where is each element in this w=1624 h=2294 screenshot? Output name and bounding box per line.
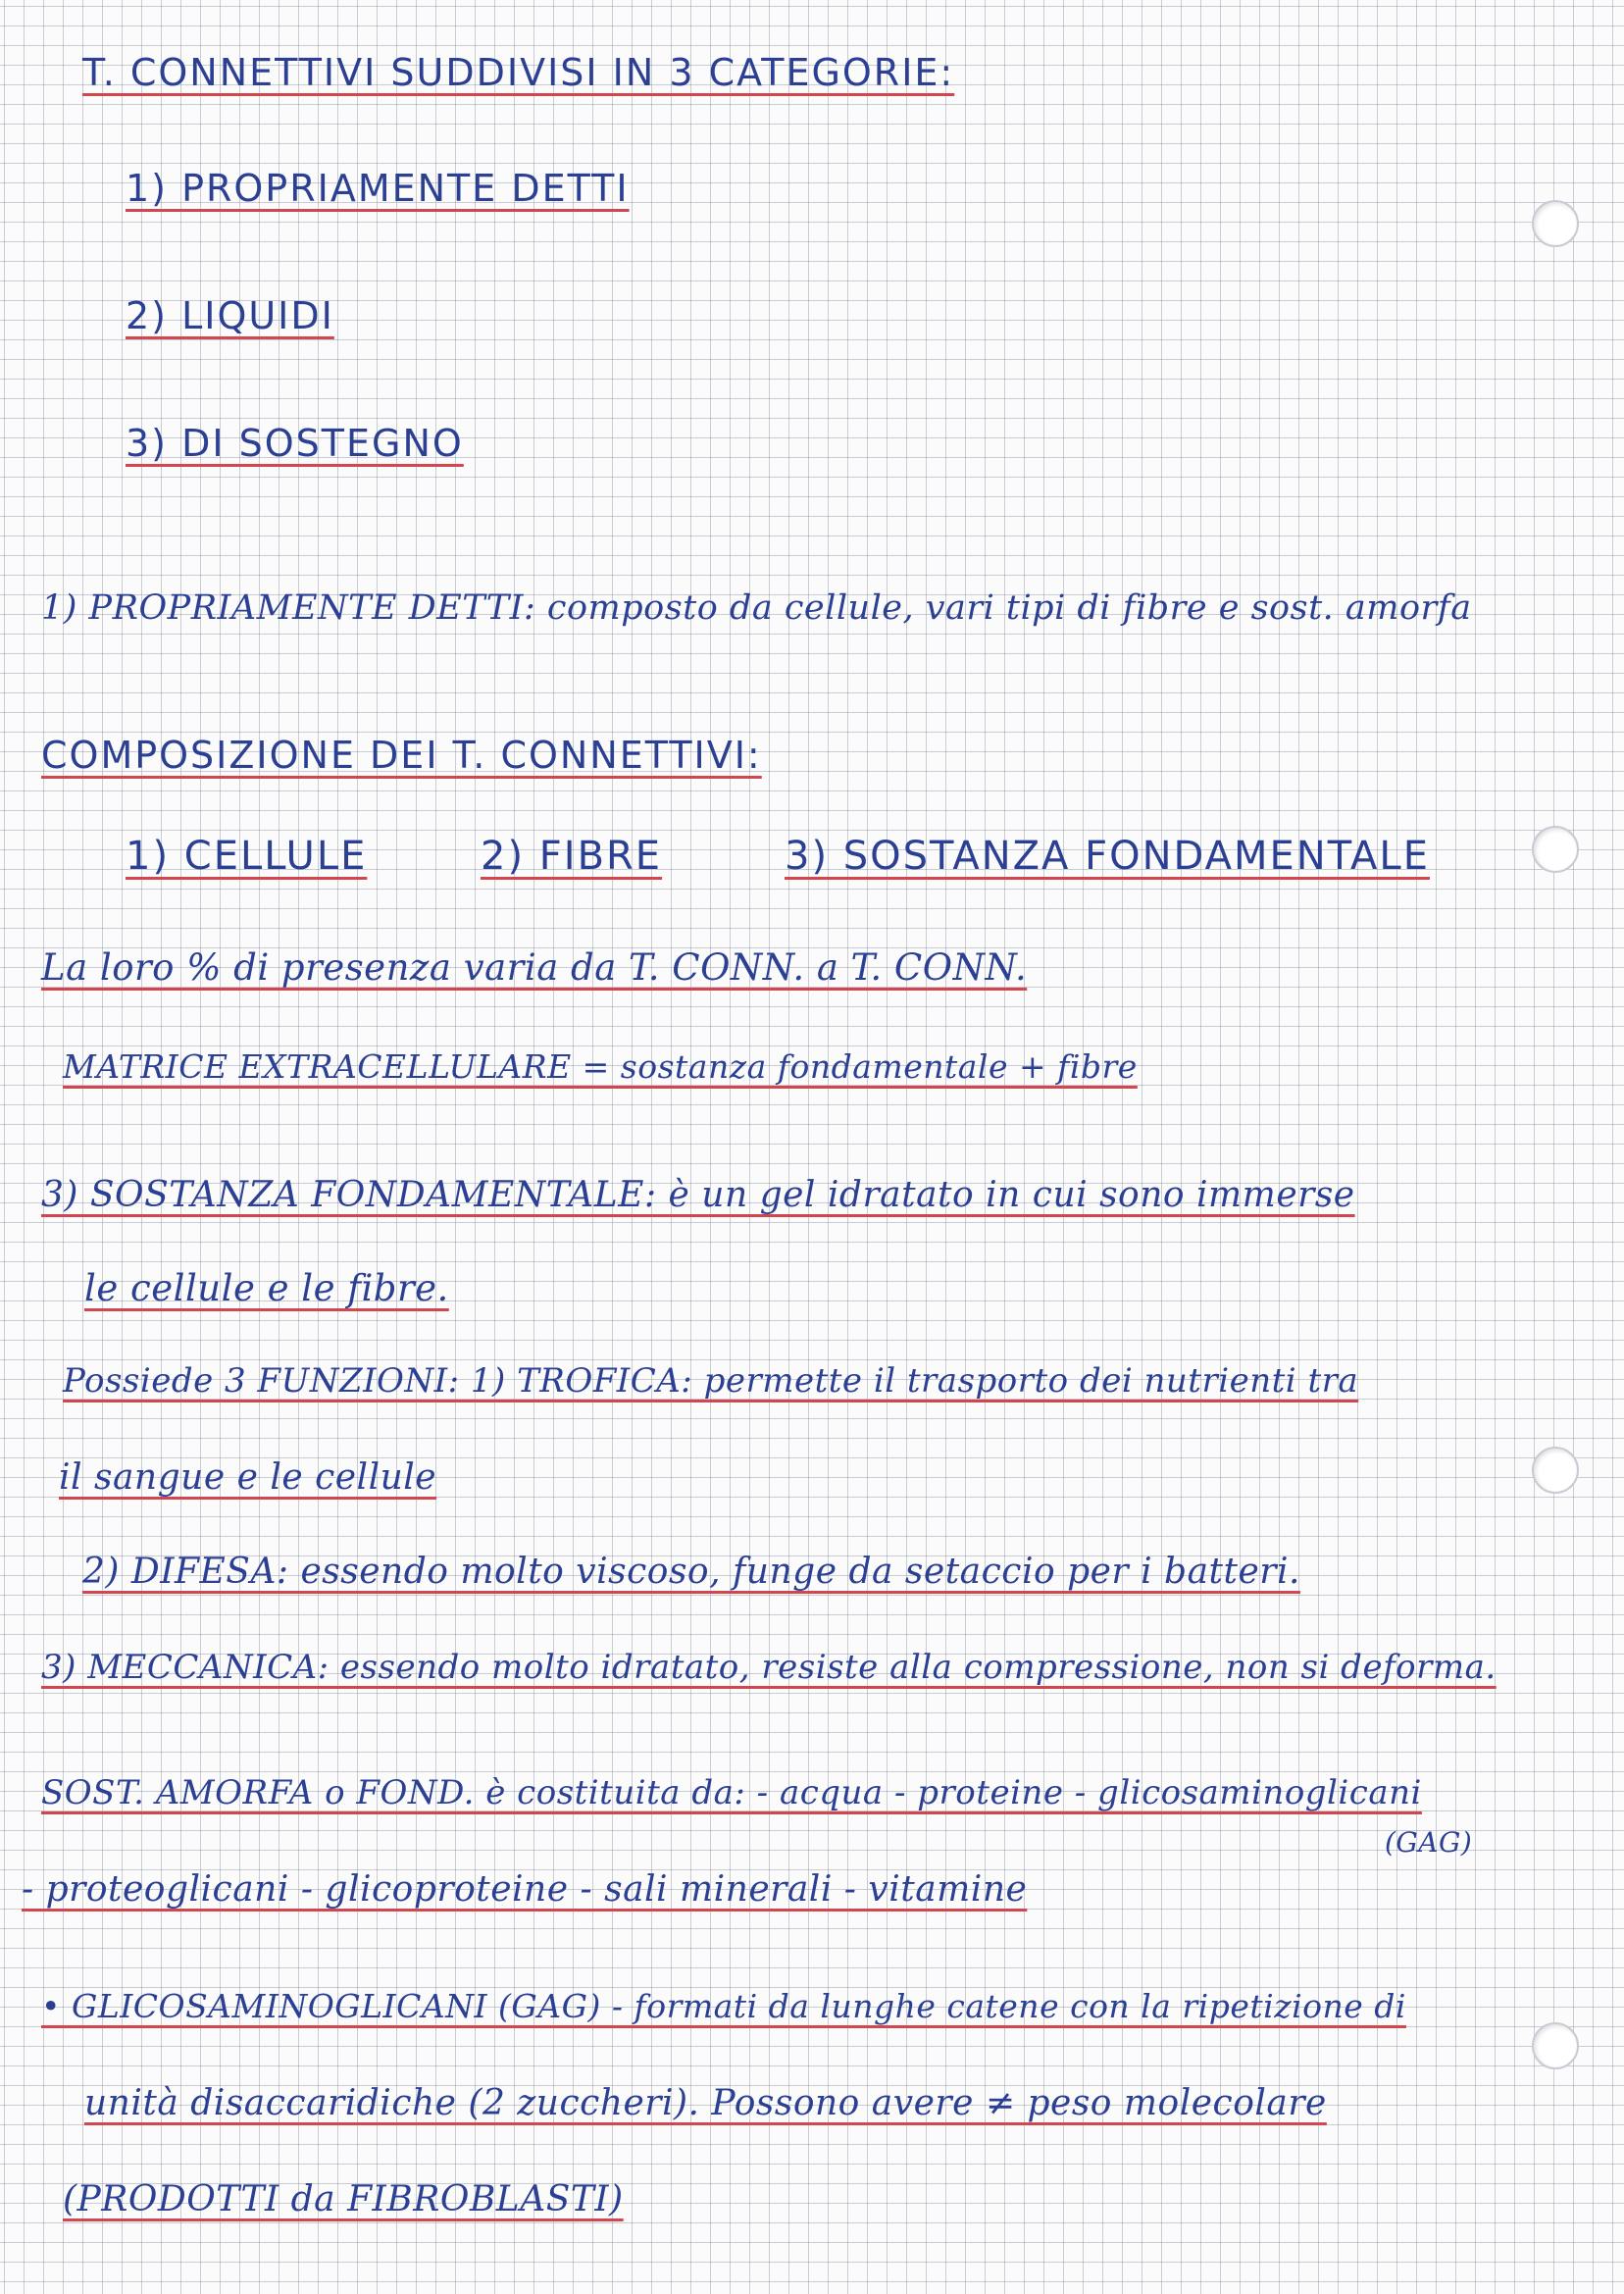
binder-hole xyxy=(1532,2022,1579,2069)
category-3: 3) DI SOSTEGNO xyxy=(126,422,464,465)
category-1: 1) PROPRIAMENTE DETTI xyxy=(126,167,630,210)
sost-amorfa-line: SOST. AMORFA o FOND. è costituita da: - acqua - proteine - glicosaminoglicani xyxy=(41,1773,1422,1812)
propriamente-detti-line: 1) PROPRIAMENTE DETTI: composto da cellule, vari tipi di fibre e sost. amorfa xyxy=(41,588,1472,628)
binder-hole xyxy=(1532,1447,1579,1494)
category-2: 2) LIQUIDI xyxy=(126,294,334,337)
composition-heading: COMPOSIZIONE DEI T. CONNETTIVI: xyxy=(41,734,762,777)
difesa-line: 2) DIFESA: essendo molto viscoso, funge da setaccio per i batteri. xyxy=(82,1552,1300,1592)
gag-note: (GAG) xyxy=(1385,1826,1473,1859)
funzioni-line-2: il sangue e le cellule xyxy=(59,1457,437,1498)
matrice-line: MATRICE EXTRACELLULARE = sostanza fondamentale + fibre xyxy=(63,1047,1138,1086)
funzioni-line-1: Possiede 3 FUNZIONI: 1) TROFICA: permette il trasporto dei nutrienti tra xyxy=(63,1361,1359,1401)
sostanza-line-1: 3) SOSTANZA FONDAMENTALE: è un gel idratato in cui sono immerse xyxy=(41,1175,1355,1215)
meccanica-line: 3) MECCANICA: essendo molto idratato, resiste alla compressione, non si deforma. xyxy=(41,1648,1497,1687)
gag-line-2: unità disaccaridiche (2 zuccheri). Possono avere ≠ peso molecolare xyxy=(84,2083,1327,2123)
binder-hole xyxy=(1532,200,1579,247)
components-line: - proteoglicani - glicoproteine - sali minerali - vitamine xyxy=(22,1869,1028,1910)
composition-fibre: 2) FIBRE xyxy=(481,834,663,879)
sostanza-line-2: le cellule e le fibre. xyxy=(84,1267,449,1309)
composition-sostanza: 3) SOSTANZA FONDAMENTALE xyxy=(785,834,1430,879)
presence-line: La loro % di presenza varia da T. CONN. a T. CONN. xyxy=(41,946,1028,989)
heading-categories: T. CONNETTIVI SUDDIVISI IN 3 CATEGORIE: xyxy=(82,51,955,94)
gag-line-3: (PRODOTTI da FIBROBLASTI) xyxy=(63,2179,624,2219)
composition-cellule: 1) CELLULE xyxy=(126,834,368,879)
gag-line-1: • GLICOSAMINOGLICANI (GAG) - formati da lunghe catene con la ripetizione di xyxy=(41,1987,1406,2025)
binder-hole xyxy=(1532,826,1579,873)
